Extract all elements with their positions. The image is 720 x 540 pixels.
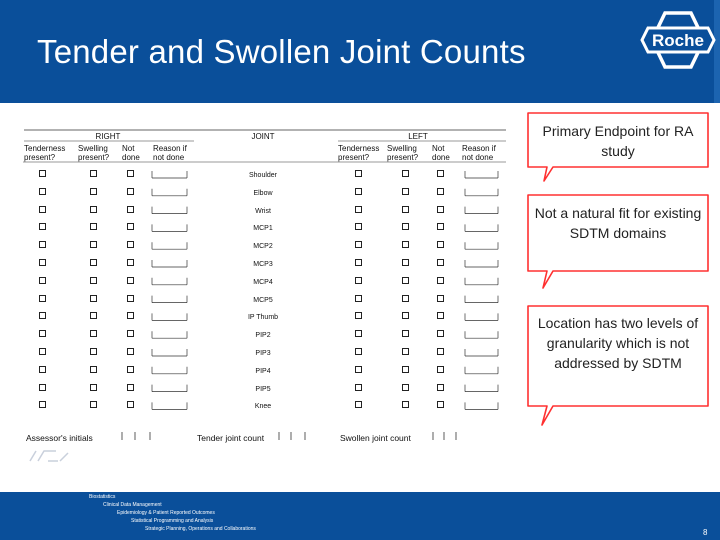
callout-text: Primary Endpoint for RA study <box>542 123 694 159</box>
joint-checkbox[interactable] <box>39 330 46 337</box>
joint-label: PIP3 <box>255 350 271 357</box>
joint-label: Knee <box>254 403 272 411</box>
left-side-heading: LEFT <box>408 132 428 141</box>
joint-checkbox[interactable] <box>127 259 134 266</box>
joint-checkbox[interactable] <box>39 223 46 230</box>
joint-checkbox[interactable] <box>90 170 97 177</box>
swollen-joint-count-label: Swollen joint count <box>340 433 411 443</box>
joint-checkbox[interactable] <box>402 223 409 230</box>
joint-label: MCP2 <box>253 243 273 251</box>
roche-logo-text: Roche <box>652 31 704 50</box>
left-swelling-header: Swelling present? <box>387 144 419 162</box>
joint-checkbox[interactable] <box>127 223 134 230</box>
joint-checkbox[interactable] <box>39 241 46 248</box>
joint-checkbox[interactable] <box>355 259 362 266</box>
joint-checkbox[interactable] <box>355 170 362 177</box>
joint-checkbox[interactable] <box>355 312 362 319</box>
joint-checkbox[interactable] <box>127 366 134 373</box>
joint-checkbox[interactable] <box>402 330 409 337</box>
roche-logo <box>638 7 718 73</box>
joint-checkbox[interactable] <box>127 330 134 337</box>
right-swelling-header: Swelling present? <box>78 144 110 162</box>
joint-checkbox[interactable] <box>90 312 97 319</box>
joint-label: PIP4 <box>255 367 271 375</box>
joint-checkbox[interactable] <box>402 188 409 195</box>
joint-checkbox[interactable] <box>437 259 444 266</box>
title-banner <box>0 0 720 103</box>
joint-checkbox[interactable] <box>355 223 362 230</box>
footer-line: Biostatistics <box>89 494 116 500</box>
callout-primary-endpoint <box>527 112 709 182</box>
joint-checkbox[interactable] <box>39 259 46 266</box>
joint-checkbox[interactable] <box>402 366 409 373</box>
joint-label: Elbow <box>253 189 273 197</box>
joint-checkbox[interactable] <box>39 384 46 391</box>
right-not-done-header: Not done <box>122 144 140 162</box>
callout-sdtm-fit <box>527 194 709 290</box>
joint-checkbox[interactable] <box>39 277 46 284</box>
joint-label: IP Thumb <box>247 314 279 322</box>
joint-checkbox[interactable] <box>355 366 362 373</box>
left-not-done-header: Not done <box>432 144 450 162</box>
joint-checkbox[interactable] <box>355 188 362 195</box>
joint-checkbox[interactable] <box>402 401 409 408</box>
joint-checkbox[interactable] <box>90 384 97 391</box>
joint-checkbox[interactable] <box>355 384 362 391</box>
joint-checkbox[interactable] <box>127 277 134 284</box>
right-side-heading: RIGHT <box>95 132 121 141</box>
joint-label: MCP4 <box>253 278 273 286</box>
joint-checkbox[interactable] <box>437 223 444 230</box>
callout-text: Location has two levels of granularity which is not addressed by SDTM <box>537 315 699 371</box>
page-number: 8 <box>703 528 708 537</box>
joint-checkbox[interactable] <box>402 259 409 266</box>
joint-checkbox[interactable] <box>402 206 409 213</box>
right-reason-header: Reason if not done <box>153 144 187 162</box>
joint-label: MCP1 <box>253 225 273 233</box>
joint-checkbox[interactable] <box>127 170 134 177</box>
joint-checkbox[interactable] <box>127 295 134 302</box>
joint-checkbox[interactable] <box>39 312 46 319</box>
joint-checkbox[interactable] <box>355 295 362 302</box>
callout-text: Not a natural fit for existing SDTM domains <box>534 205 702 241</box>
joint-checkbox[interactable] <box>437 312 444 319</box>
joint-checkbox[interactable] <box>402 384 409 391</box>
joint-checkbox[interactable] <box>90 401 97 408</box>
joint-count-form <box>22 110 522 455</box>
joint-label: MCP5 <box>253 296 273 304</box>
joint-checkbox[interactable] <box>437 384 444 391</box>
footer-line: Clinical Data Management <box>103 502 162 508</box>
joint-checkbox[interactable] <box>127 401 134 408</box>
joint-checkbox[interactable] <box>127 312 134 319</box>
joint-label: Shoulder <box>248 172 278 179</box>
joint-checkbox[interactable] <box>437 295 444 302</box>
joint-checkbox[interactable] <box>402 312 409 319</box>
joint-checkbox[interactable] <box>437 206 444 213</box>
joint-checkbox[interactable] <box>437 188 444 195</box>
joint-checkbox[interactable] <box>127 206 134 213</box>
footer-band <box>0 492 720 540</box>
joint-checkbox[interactable] <box>127 384 134 391</box>
joint-checkbox[interactable] <box>39 206 46 213</box>
joint-checkbox[interactable] <box>90 330 97 337</box>
right-tenderness-header: Tenderness present? <box>24 144 66 162</box>
left-tenderness-header: Tenderness present? <box>338 144 380 162</box>
joint-checkbox[interactable] <box>39 188 46 195</box>
joint-checkbox[interactable] <box>90 241 97 248</box>
joint-label: PIP2 <box>255 332 271 340</box>
joint-heading: JOINT <box>251 132 275 141</box>
joint-checkbox[interactable] <box>437 348 444 355</box>
joint-checkbox[interactable] <box>355 348 362 355</box>
joint-checkbox[interactable] <box>127 241 134 248</box>
joint-checkbox[interactable] <box>90 223 97 230</box>
tender-joint-count-label: Tender joint count <box>197 433 265 443</box>
joint-checkbox[interactable] <box>402 295 409 302</box>
joint-checkbox[interactable] <box>90 295 97 302</box>
footer-line: Epidemiology & Patient Reported Outcomes <box>117 510 215 516</box>
joint-checkbox[interactable] <box>437 330 444 337</box>
joint-checkbox[interactable] <box>90 277 97 284</box>
joint-checkbox[interactable] <box>39 401 46 408</box>
footer-line: Statistical Programming and Analysis <box>131 518 214 524</box>
joint-checkbox[interactable] <box>90 259 97 266</box>
joint-checkbox[interactable] <box>437 241 444 248</box>
joint-checkbox[interactable] <box>355 241 362 248</box>
joint-checkbox[interactable] <box>355 277 362 284</box>
left-reason-header: Reason if not done <box>462 144 496 162</box>
joint-checkbox[interactable] <box>90 366 97 373</box>
joint-label: MCP3 <box>253 261 273 268</box>
joint-checkbox[interactable] <box>437 170 444 177</box>
callout-location-granularity <box>527 305 709 427</box>
joint-checkbox[interactable] <box>127 348 134 355</box>
joint-checkbox[interactable] <box>90 188 97 195</box>
joint-checkbox[interactable] <box>127 188 134 195</box>
joint-checkbox[interactable] <box>355 401 362 408</box>
slide-title: Tender and Swollen Joint Counts <box>37 33 526 70</box>
joint-checkbox[interactable] <box>39 348 46 355</box>
joint-checkbox[interactable] <box>402 170 409 177</box>
scan-artifact <box>28 445 78 465</box>
joint-checkbox[interactable] <box>355 330 362 337</box>
joint-label: Wrist <box>255 207 271 215</box>
joint-checkbox[interactable] <box>90 206 97 213</box>
joint-checkbox[interactable] <box>39 170 46 177</box>
joint-checkbox[interactable] <box>402 348 409 355</box>
joint-checkbox[interactable] <box>402 277 409 284</box>
joint-checkbox[interactable] <box>39 366 46 373</box>
joint-checkbox[interactable] <box>90 348 97 355</box>
joint-checkbox[interactable] <box>355 206 362 213</box>
joint-checkbox[interactable] <box>437 277 444 284</box>
joint-label: PIP5 <box>255 385 271 393</box>
joint-checkbox[interactable] <box>402 241 409 248</box>
footer-line: Strategic Planning, Operations and Collaborations <box>145 526 256 532</box>
joint-checkbox[interactable] <box>437 401 444 408</box>
joint-checkbox[interactable] <box>437 366 444 373</box>
assessor-initials-label: Assessor's initials <box>26 433 93 443</box>
joint-checkbox[interactable] <box>39 295 46 302</box>
